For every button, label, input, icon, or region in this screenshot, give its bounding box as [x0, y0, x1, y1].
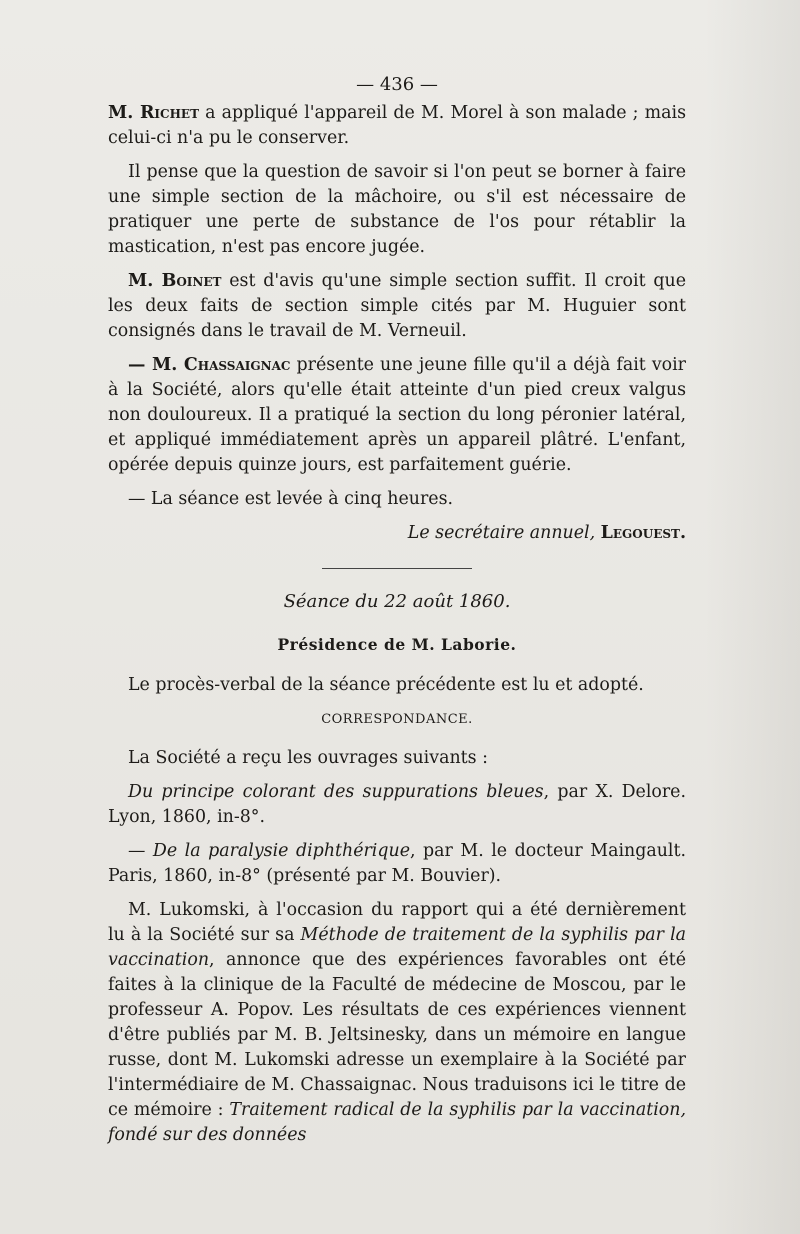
correspondance-heading: CORRESPONDANCE.	[321, 712, 473, 727]
proces-verbal: Le procès-verbal de la séance précédente est lu et adopté.	[128, 675, 644, 695]
work-entry	[108, 839, 686, 889]
paragraph-text: a appliqué l'appareil de M. Morel à son malade ; mais celui-ci n'a pu le conserver.	[108, 103, 687, 148]
paragraph-boinet	[108, 269, 686, 344]
presidence-name: M. Laborie.	[411, 635, 517, 654]
paragraph-richet	[108, 101, 686, 151]
paragraph-text: Il pense que la question de savoir si l'on peut se borner à faire une simple section de la mâchoire, ou s'il est nécessaire de pratiquer une perte de substance de l'os pour rétablir la mastication, n'est pas encore jugée.	[108, 162, 686, 257]
paragraph-text: présente une jeune fille qu'il a déjà fait voir à la Société, alors qu'elle était atteinte d'un pied creux valgus non douloureux. Il a pratiqué la section du long péronier latéral, et appliqué immédiatement après un appareil plâtré. L'enfant, opérée depuis quinze jours, est parfaitement guérie.	[108, 355, 686, 475]
page-number: — 436 —	[356, 74, 438, 95]
speaker-name: — M. Chassaignac	[128, 355, 291, 375]
paragraph-chassaignac	[108, 353, 686, 478]
section-divider	[322, 568, 472, 569]
paragraph-text: est d'avis qu'une simple section suffit. Il croit que les deux faits de section simple cités par M. Huguier sont consignés dans le travail de M. Verneuil.	[108, 271, 686, 341]
speaker-name: M. Richet	[108, 103, 200, 123]
session-title: Séance du 22 août 1860.	[283, 591, 511, 612]
paragraph-lukomski	[108, 898, 686, 1148]
signature-name: Legouest.	[600, 523, 686, 543]
speaker-name: M. Boinet	[128, 271, 222, 291]
presidence-line	[108, 632, 686, 657]
work-details: , par X. Delore. Lyon, 1860, in-8°.	[108, 782, 687, 827]
presidence-text: Présidence de	[277, 635, 412, 654]
work-title: — De la paralysie diphthérique	[128, 841, 410, 861]
paragraph-question	[108, 160, 686, 260]
signature-title: Le secrétaire annuel,	[407, 523, 601, 543]
received-works-intro: La Société a reçu les ouvrages suivants :	[128, 748, 488, 768]
paragraph-text: — La séance est levée à cinq heures.	[128, 489, 454, 509]
paragraph-text: M. Lukomski, à l'occasion du rapport qui a été dernièrement lu à la Société sur sa	[108, 900, 686, 945]
page-content	[108, 72, 686, 1157]
signature	[108, 521, 686, 546]
method-title: Méthode de traitement de la syphilis par la vaccination	[108, 925, 687, 970]
paragraph-text: , annonce que des expériences favorables ont été faites à la clinique de la Faculté de médecine de Moscou, par le professeur A. Popov. Les résultats de ces expériences viennent d'être publiés par M. B. Jeltsinesky, dans un mémoire en langue russe, dont M. Lukomski adresse un exemplaire à la Société par l'intermédiaire de M. Chassaignac. Nous traduisons ici le titre de ce mémoire :	[108, 950, 686, 1120]
work-entry	[108, 780, 686, 830]
paragraph-closing	[108, 487, 686, 512]
work-details: , par M. le docteur Maingault. Paris, 1860, in-8° (présenté par M. Bouvier).	[108, 841, 686, 886]
work-title: Du principe colorant des suppurations bleues	[128, 782, 544, 802]
memoir-title: Traitement radical de la syphilis par la vaccination, fondé sur des données	[108, 1100, 686, 1145]
